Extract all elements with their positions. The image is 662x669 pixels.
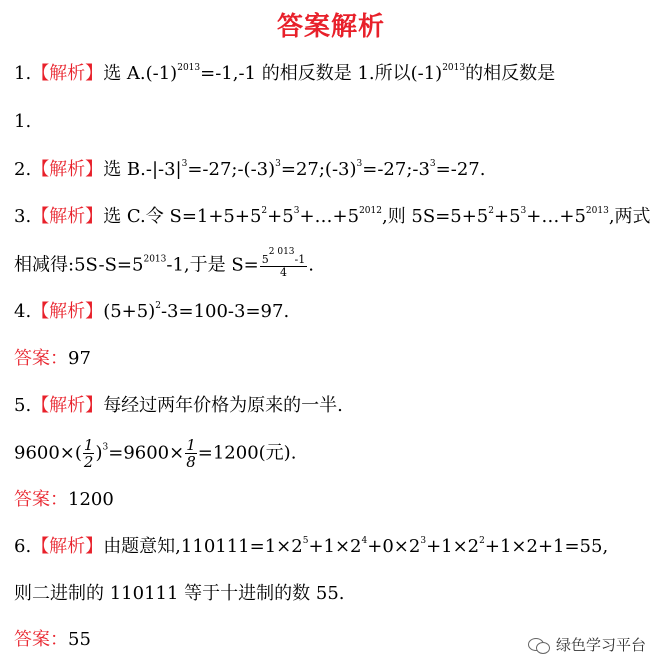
q5-answer: 答案：1200 (14, 489, 114, 510)
q6-line2: 则二进制的 110111 等于十进制的数 55. (14, 583, 345, 604)
q1-line2: 1. (14, 111, 32, 132)
q5-line1: 5.【解析】每经过两年价格为原来的一半. (14, 395, 343, 416)
answer-label: 答案： (14, 348, 68, 369)
analysis-tag: 【解析】 (31, 395, 104, 416)
fraction: $\frac{5^{2 013}-1}{4}$ (261, 247, 306, 279)
q4-line: 4.【解析】$(5+5)^2-3=100-3=97$. (14, 301, 290, 322)
wechat-icon (528, 636, 550, 654)
watermark (528, 634, 646, 655)
q2-line: 2.【解析】选 $B.-|-3|^3=-27;-(-3)^3=27;(-3)^3=-27;-3^3=-27$. (14, 159, 486, 180)
q3-line2: 相减得$:5S-S=5^{2013}-1$,于是 S= $\frac{5^{2 013}-1}{4}$ . (14, 247, 314, 279)
fraction: $\frac{1}{8}$ (186, 436, 196, 471)
answer-label: 答案： (14, 489, 68, 510)
analysis-tag: 【解析】 (31, 63, 104, 84)
analysis-tag: 【解析】 (31, 301, 104, 322)
analysis-tag: 【解析】 (31, 206, 104, 227)
q3-line1: 3.【解析】选 C.令 $S=1+5+5^2+5^3+\dots+5^{2012}$,则 $5S=5+5^2+5^3+\dots+5^{2013}$,两式 (14, 206, 651, 227)
q1-line1: 1.【解析】选 $A.(-1)^{2013}=-1,-1$ 的相反数是 1.所以$(-1)^{2013}$的相反数是 (14, 63, 556, 84)
q4-answer: 答案：97 (14, 348, 91, 369)
analysis-tag: 【解析】 (31, 159, 104, 180)
q5-line2: 9600×( $\frac{1}{2}$ )$^3$=9600× $\frac{1}{8}$ =1200(元). (14, 436, 297, 471)
watermark-text: 绿色学习平台 (555, 636, 646, 654)
answer-label: 答案： (14, 629, 68, 650)
page-title: 答案解析 (276, 12, 385, 42)
analysis-tag: 【解析】 (31, 536, 104, 557)
q6-line1: 6.【解析】由题意知$,110111=1\times 2^5+1\times 2^4+0\times 2^3+1\times 2^2+1\times 2+1=55$, (14, 536, 609, 557)
fraction: $\frac{1}{2}$ (83, 436, 94, 471)
q6-answer: 答案：55 (14, 629, 91, 650)
